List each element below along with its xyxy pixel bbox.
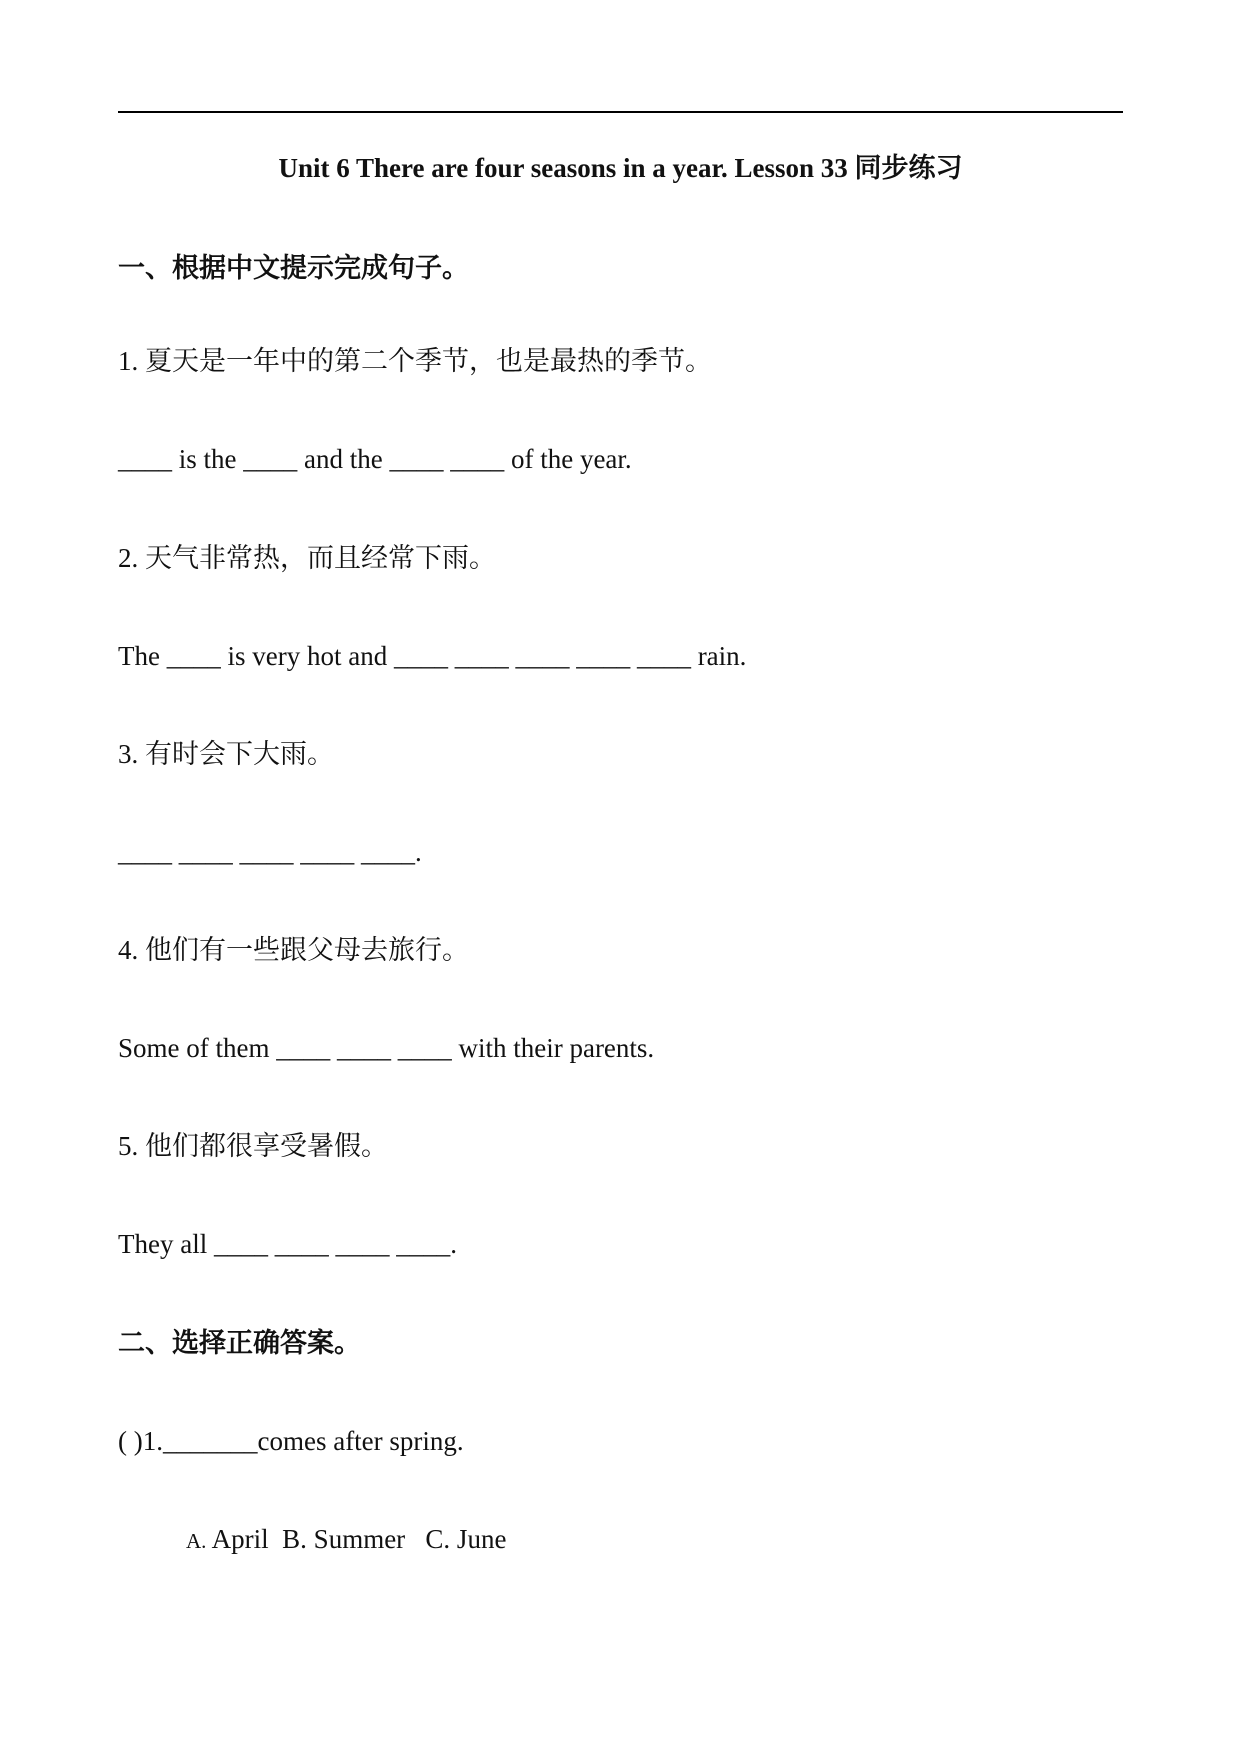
section-1-heading: 一、根据中文提示完成句子。 [118,253,469,283]
options-text: April B. Summer C. June [206,1524,507,1554]
question-1-options [186,1521,506,1559]
sentence-3-prompt: 3. 有时会下大雨。 [118,739,334,769]
sentence-3-answer-line: ____ ____ ____ ____ ____. [118,837,422,867]
page-title: Unit 6 There are four seasons in a year. Lesson 33 同步练习 [278,153,963,183]
section-2-heading: 二、选择正确答案。 [118,1328,361,1358]
sentence-4-answer-line: Some of them ____ ____ ____ with their parents. [118,1033,655,1063]
sentence-5-answer-line: They all ____ ____ ____ ____. [118,1229,457,1259]
sentence-1-prompt: 1. 夏天是一年中的第二个季节，也是最热的季节。 [118,346,712,376]
header-rule [118,111,1123,113]
sentence-2-prompt: 2. 天气非常热，而且经常下雨。 [118,543,496,573]
question-1-stem: ( )1._______comes after spring. [118,1426,464,1456]
sentence-5-prompt: 5. 他们都很享受暑假。 [118,1131,388,1161]
sentence-4-prompt: 4. 他们有一些跟父母去旅行。 [118,935,469,965]
sentence-2-answer-line: The ____ is very hot and ____ ____ ____ ____ ____ rain. [118,641,747,671]
option-a-letter: A. [186,1529,207,1553]
sentence-1-answer-line: ____ is the ____ and the ____ ____ of the year. [118,444,632,474]
